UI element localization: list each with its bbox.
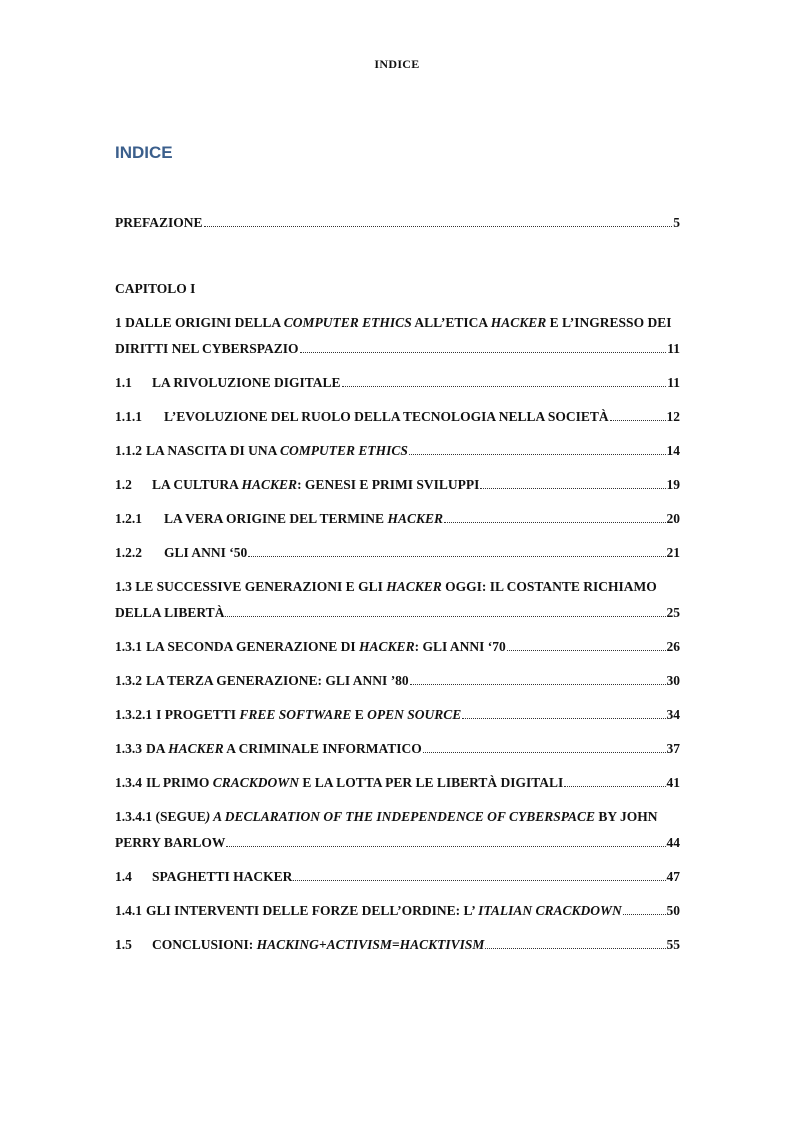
entry-page-number: 12 xyxy=(666,409,680,424)
entry-label xyxy=(146,736,422,762)
toc-entry[interactable] xyxy=(115,472,680,498)
entry-label-italic: HACKER xyxy=(490,315,547,330)
entry-number: 1.4.1 xyxy=(115,903,142,918)
entry-page-number: 44 xyxy=(666,835,680,850)
entry-label-part: DA xyxy=(146,741,169,756)
toc-entry[interactable] xyxy=(115,506,680,532)
entry-number: 1.2.1 xyxy=(115,511,142,526)
dot-leader xyxy=(300,352,667,353)
entry-label-italic: HACKER xyxy=(168,741,224,756)
entry-label-part: IL PRIMO xyxy=(146,775,213,790)
entry-label: E L’INGRESSO DEI xyxy=(546,315,672,330)
entry-label-part: A CRIMINALE INFORMATICO xyxy=(223,741,422,756)
toc-title: INDICE xyxy=(115,143,173,162)
entry-page-number: 19 xyxy=(666,477,680,492)
entry-label: DIRITTI NEL CYBERSPAZIO xyxy=(115,341,299,356)
toc-entry[interactable] xyxy=(115,634,680,660)
entry-page-number: 34 xyxy=(666,707,680,722)
entry-label-part: E xyxy=(351,707,368,722)
entry-page-number: 55 xyxy=(666,937,680,952)
dot-leader xyxy=(564,786,665,787)
entry-label-italic: COMPUTER ETHICS xyxy=(280,443,408,458)
toc-entry[interactable] xyxy=(115,370,680,396)
entry-label-italic: HACKER xyxy=(359,639,415,654)
entry-page-number: 14 xyxy=(666,443,680,458)
dot-leader xyxy=(225,616,665,617)
toc-entry[interactable] xyxy=(115,770,680,796)
entry-page-number: 25 xyxy=(666,605,680,620)
entry-label-part: LA VERA ORIGINE DEL TERMINE xyxy=(164,511,388,526)
toc-entry[interactable] xyxy=(115,702,680,728)
entry-label-italic: HACKER xyxy=(387,511,443,526)
entry-number: 1.3.1 xyxy=(115,639,142,654)
entry-page-number: 30 xyxy=(666,673,680,688)
dot-leader xyxy=(410,684,666,685)
toc-entry[interactable] xyxy=(115,804,680,856)
dot-leader xyxy=(610,420,666,421)
entry-number: 1.3.4.1 xyxy=(115,809,153,824)
entry-page-number: 37 xyxy=(666,741,680,756)
entry-label: LE SUCCESSIVE GENERAZIONI E GLI xyxy=(135,579,387,594)
dot-leader xyxy=(293,880,665,881)
entry-label: GLI ANNI ‘50 xyxy=(164,545,248,560)
entry-page-number: 5 xyxy=(673,215,680,230)
entry-label-part: : GENESI E PRIMI SVILUPPI xyxy=(297,477,480,492)
entry-number: 1.4 xyxy=(115,869,132,884)
entry-number: 1.3 xyxy=(115,579,132,594)
entry-number: 1.3.2.1 xyxy=(115,707,153,722)
dot-leader xyxy=(409,454,666,455)
entry-label-italic: HACKER xyxy=(241,477,298,492)
entry-number: 1.1 xyxy=(115,375,132,390)
entry-number: 1.3.4 xyxy=(115,775,142,790)
dot-leader xyxy=(248,556,665,557)
toc-entry[interactable] xyxy=(115,932,680,958)
toc-entry[interactable] xyxy=(115,574,680,626)
entry-label xyxy=(146,438,408,464)
dot-leader xyxy=(444,522,666,523)
toc-entry[interactable] xyxy=(115,864,680,890)
entry-label xyxy=(152,472,479,498)
entry-label xyxy=(146,770,563,796)
entry-label: L’EVOLUZIONE DEL RUOLO DELLA TECNOLOGIA NELLA SOCIETÀ xyxy=(164,409,609,424)
entry-label-part: GLI INTERVENTI DELLE FORZE DELL’ORDINE: L’ xyxy=(146,903,479,918)
entry-label xyxy=(146,898,622,924)
entry-label xyxy=(146,634,506,660)
dot-leader xyxy=(226,846,665,847)
entry-label: PREFAZIONE xyxy=(115,215,203,230)
dot-leader xyxy=(623,914,666,915)
toc-entry[interactable] xyxy=(115,668,680,694)
entry-label-italic: FREE SOFTWARE xyxy=(239,707,352,722)
entry-label: SPAGHETTI HACKER xyxy=(152,869,293,884)
entry-label-part: CONCLUSIONI: xyxy=(152,937,257,952)
entry-label-part: I PROGETTI xyxy=(156,707,240,722)
entry-label: (SEGUE xyxy=(155,809,206,824)
toc-chapter-block xyxy=(115,276,680,966)
entry-label-italic: ) A DECLARATION OF THE INDEPENDENCE OF CYBERSPACE xyxy=(205,809,595,824)
running-header: INDICE xyxy=(374,57,420,71)
entry-label: PERRY BARLOW xyxy=(115,835,226,850)
entry-label-italic: HACKING+ACTIVISM=HACKTIVISM xyxy=(256,937,485,952)
toc-entry[interactable] xyxy=(115,438,680,464)
entry-label: LA TERZA GENERAZIONE: GLI ANNI ’80 xyxy=(146,673,409,688)
dot-leader xyxy=(507,650,666,651)
toc-entry[interactable] xyxy=(115,310,680,362)
dot-leader xyxy=(462,718,665,719)
entry-page-number: 50 xyxy=(666,903,680,918)
entry-label: DELLA LIBERTÀ xyxy=(115,605,225,620)
toc-preface xyxy=(115,210,680,244)
entry-number: 1.5 xyxy=(115,937,132,952)
entry-label-italic: ITALIAN CRACKDOWN xyxy=(478,903,622,918)
entry-label xyxy=(152,932,484,958)
entry-number: 1 xyxy=(115,315,122,330)
entry-label: OGGI: IL COSTANTE RICHIAMO xyxy=(441,579,657,594)
entry-page-number: 11 xyxy=(667,375,680,390)
dot-leader xyxy=(342,386,667,387)
entry-label-part: E LA LOTTA PER LE LIBERTÀ DIGITALI xyxy=(299,775,564,790)
entry-label xyxy=(156,702,461,728)
toc-entry[interactable] xyxy=(115,540,680,566)
entry-page-number: 26 xyxy=(666,639,680,654)
entry-label: DALLE ORIGINI DELLA xyxy=(125,315,284,330)
entry-label-part: : GLI ANNI ‘70 xyxy=(414,639,506,654)
entry-page-number: 21 xyxy=(666,545,680,560)
toc-entry[interactable] xyxy=(115,898,680,924)
entry-label-part: LA SECONDA GENERAZIONE DI xyxy=(146,639,360,654)
dot-leader xyxy=(423,752,666,753)
entry-label: BY JOHN xyxy=(595,809,658,824)
entry-page-number: 47 xyxy=(666,869,680,884)
entry-number: 1.1.1 xyxy=(115,409,142,424)
entry-label-italic: CRACKDOWN xyxy=(212,775,300,790)
entry-label-italic: OPEN SOURCE xyxy=(367,707,462,722)
entry-page-number: 41 xyxy=(666,775,680,790)
entry-page-number: 20 xyxy=(666,511,680,526)
entry-number: 1.1.2 xyxy=(115,443,142,458)
entry-number: 1.2.2 xyxy=(115,545,142,560)
dot-leader xyxy=(480,488,665,489)
entry-number: 1.3.3 xyxy=(115,741,142,756)
toc-entry[interactable] xyxy=(115,210,680,236)
chapter-heading: CAPITOLO I xyxy=(115,281,196,296)
entry-label: LA RIVOLUZIONE DIGITALE xyxy=(152,375,341,390)
entry-number: 1.2 xyxy=(115,477,132,492)
entry-label-part: LA NASCITA DI UNA xyxy=(146,443,281,458)
entry-label-italic: HACKER xyxy=(386,579,442,594)
toc-entry[interactable] xyxy=(115,404,680,430)
entry-number: 1.3.2 xyxy=(115,673,142,688)
entry-label-italic: COMPUTER ETHICS xyxy=(283,315,412,330)
toc-entry[interactable] xyxy=(115,736,680,762)
entry-label xyxy=(164,506,443,532)
entry-page-number: 11 xyxy=(667,341,680,356)
entry-label-part: LA CULTURA xyxy=(152,477,242,492)
dot-leader xyxy=(204,226,673,227)
entry-label: ALL’ETICA xyxy=(411,315,491,330)
dot-leader xyxy=(485,948,665,949)
